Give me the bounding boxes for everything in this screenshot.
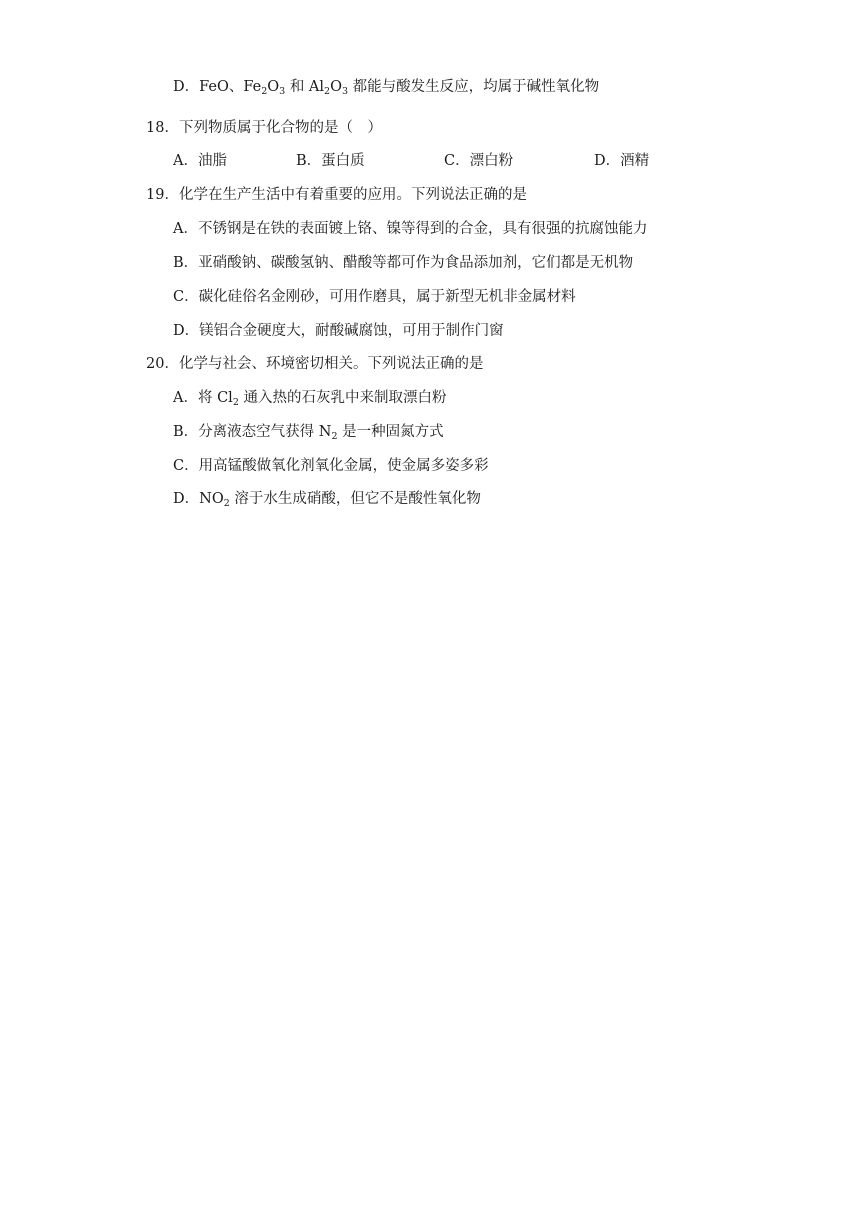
q20-option-b: B．分离液态空气获得 $N_2$ 是一种固氮方式 bbox=[173, 424, 444, 442]
q17-option-d bbox=[173, 77, 599, 97]
q20-option-d: D．$NO_2$ 溶于水生成硝酸，但它不是酸性氧化物 bbox=[173, 491, 481, 509]
q19-option-b: B．亚硝酸钠、碳酸氢钠、醋酸等都可作为食品添加剂，它们都是无机物 bbox=[173, 255, 634, 271]
q18-stem: 18．下列物质属于化合物的是（ ） bbox=[146, 120, 382, 136]
q19-option-a: A．不锈钢是在铁的表面镀上铬、镍等得到的合金，具有很强的抗腐蚀能力 bbox=[173, 221, 648, 237]
q18-option-a: A．油脂 bbox=[173, 153, 227, 169]
q20-stem: 20．化学与社会、环境密切相关。下列说法正确的是 bbox=[146, 356, 484, 372]
q19-stem: 19．化学在生产生活中有着重要的应用。下列说法正确的是 bbox=[146, 187, 527, 203]
q18-options bbox=[173, 151, 693, 171]
q17-option-d-letter: D． bbox=[173, 79, 200, 95]
q19-option-d: D．镁铝合金硬度大，耐酸碱腐蚀，可用于制作门窗 bbox=[173, 323, 504, 339]
q18-option-c: C．漂白粉 bbox=[444, 153, 514, 169]
q19-option-c: C．碳化硅俗名金刚砂，可用作磨具，属于新型无机非金属材料 bbox=[173, 289, 576, 305]
q18-option-d: D．酒精 bbox=[594, 153, 650, 169]
q18-option-b: B．蛋白质 bbox=[296, 153, 365, 169]
q20-option-a: A．将 $Cl_2$ 通入热的石灰乳中来制取漂白粉 bbox=[173, 390, 447, 408]
q17-option-d-text: FeO、$Fe_2O_3$ 和 $Al_2O_3$ 都能与酸发生反应，均属于碱性氧化物 bbox=[199, 79, 600, 97]
q20-option-c: C．用高锰酸做氧化剂氧化金属，使金属多姿多彩 bbox=[173, 458, 489, 474]
